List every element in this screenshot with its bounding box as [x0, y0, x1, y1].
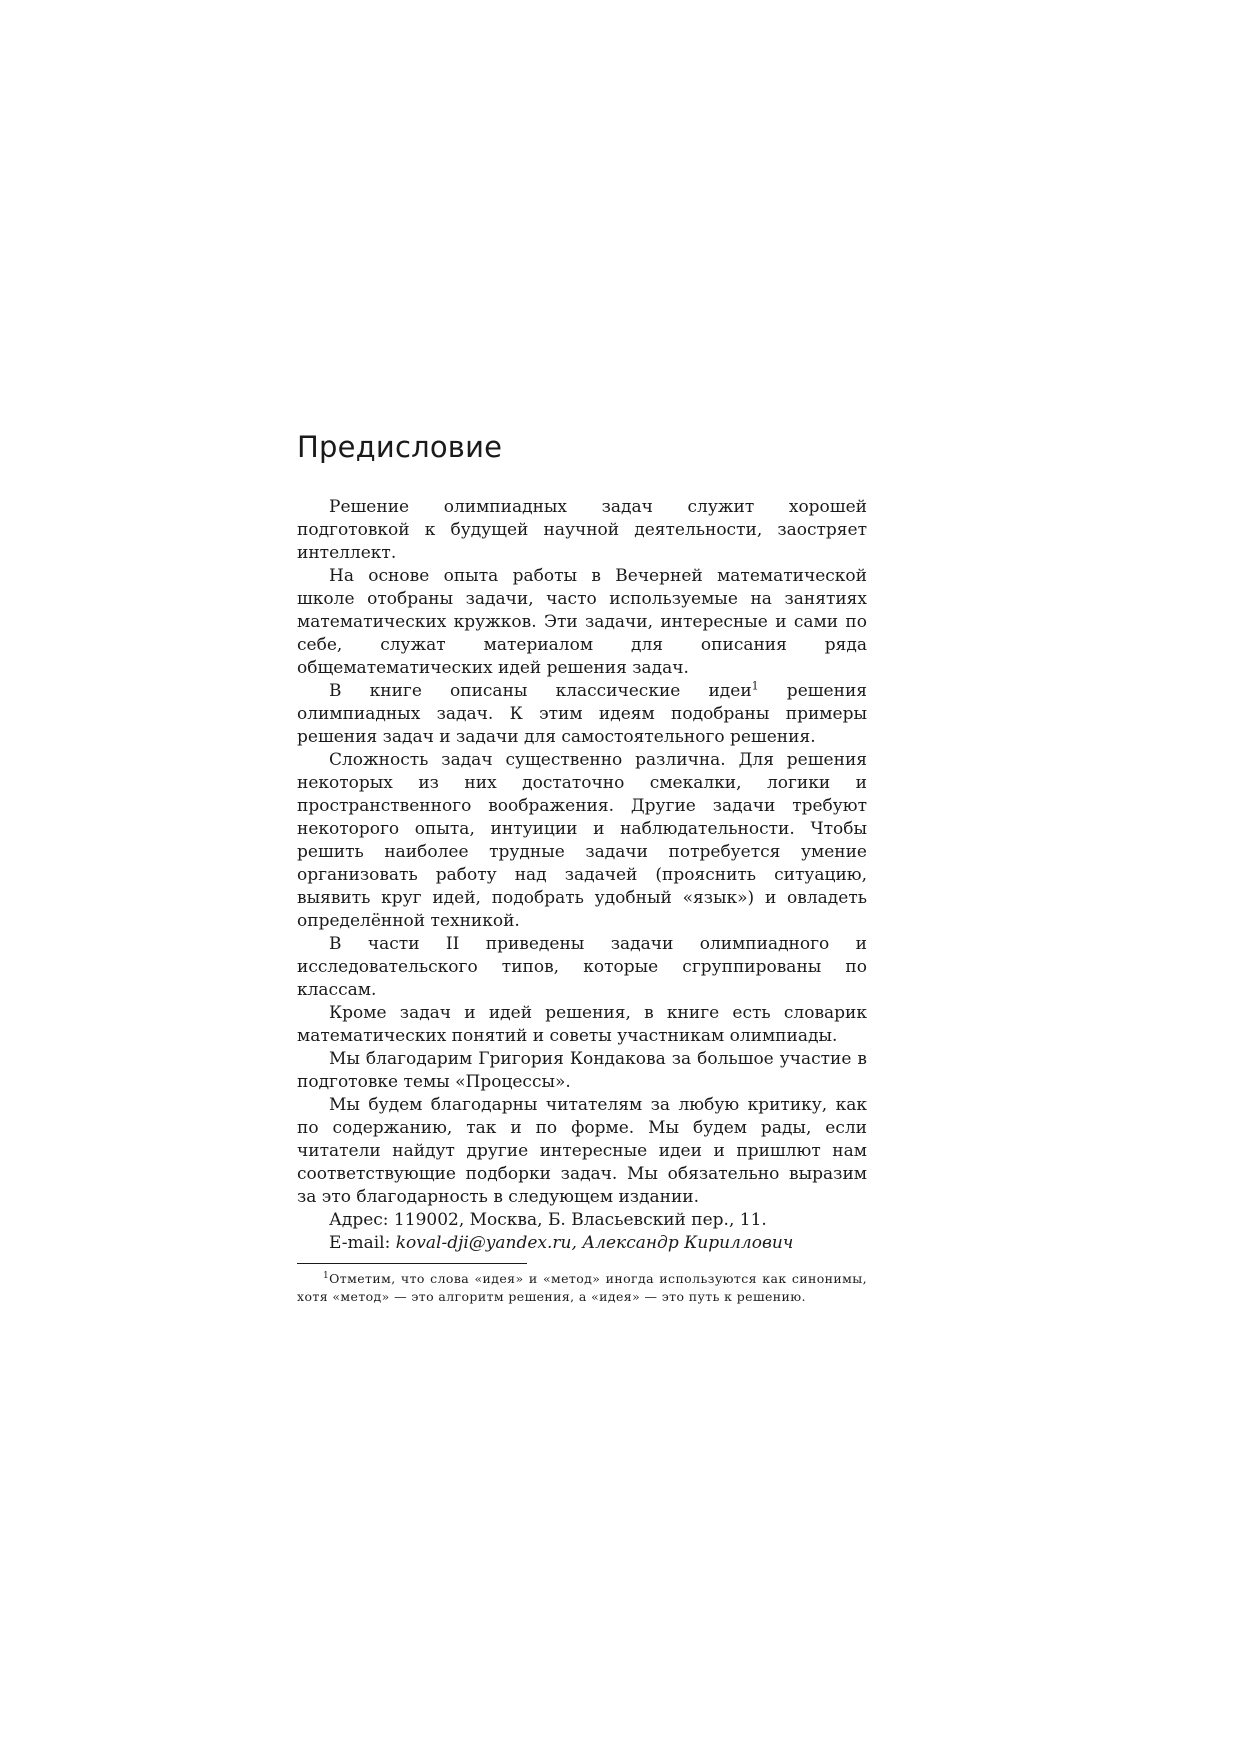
paragraph-text: решения олимпиадных задач. К этим идеям подобраны примеры решения задач и задачи для самостоятельного решения.	[297, 681, 868, 747]
paragraph: Мы будем благодарны читателям за любую критику, как по содержанию, так и по форме. Мы будем рады, если читатели найдут другие интересные идеи и пришлют нам соответствующие подборки задач. Мы обязательно выразим за это благодарность в следующем издании.	[297, 1095, 867, 1207]
preface-page	[297, 430, 867, 1306]
paragraph: Сложность задач существенно различна. Для решения некоторых из них достаточно смекалки, логики и пространственного воображения. Другие задачи требуют некоторого опыта, интуиции и наблюдательности. Чтобы решить наиболее трудные задачи потребуется умение организовать работу над задачей (прояснить ситуацию, выявить круг идей, подобрать удобный «язык») и овладеть определённой техникой.	[297, 750, 867, 931]
footnote-text: Отметим, что слова «идея» и «метод» иногда используются как синонимы, хотя «метод» — это алгоритм решения, а «идея» — это путь к решению.	[297, 1271, 867, 1304]
author-name: Александр Кириллович	[576, 1233, 794, 1253]
paragraph: Мы благодарим Григория Кондакова за большое участие в подготовке темы «Процессы».	[297, 1049, 867, 1092]
footnote-reference[interactable]: 1	[751, 679, 759, 693]
address-line: Адрес: 119002, Москва, Б. Власьевский пер., 11.	[329, 1210, 767, 1230]
paragraph-with-footnote-ref	[297, 680, 867, 749]
paragraph: На основе опыта работы в Вечерней математической школе отобраны задачи, часто используемые на занятиях математических кружков. Эти задачи, интересные и сами по себе, служат материалом для описания ряда общематематических идей решения задач.	[297, 566, 867, 678]
preface-body	[297, 496, 867, 1255]
footnote-divider	[297, 1263, 527, 1264]
email-link[interactable]: koval-dji@yandex.ru,	[395, 1233, 577, 1253]
footnote	[297, 1270, 867, 1306]
paragraph: Решение олимпиадных задач служит хорошей подготовкой к будущей научной деятельности, заостряет интеллект.	[297, 497, 867, 563]
footnote-mark: 1	[323, 1270, 330, 1281]
email-label: E-mail:	[329, 1233, 396, 1253]
contact-line	[297, 1232, 867, 1255]
paragraph-text: В книге описаны классические идеи	[329, 681, 752, 701]
page-title: Предисловие	[297, 430, 503, 464]
paragraph: Кроме задач и идей решения, в книге есть словарик математических понятий и советы участникам олимпиады.	[297, 1003, 867, 1046]
paragraph: В части II приведены задачи олимпиадного и исследовательского типов, которые сгруппированы по классам.	[297, 934, 867, 1000]
